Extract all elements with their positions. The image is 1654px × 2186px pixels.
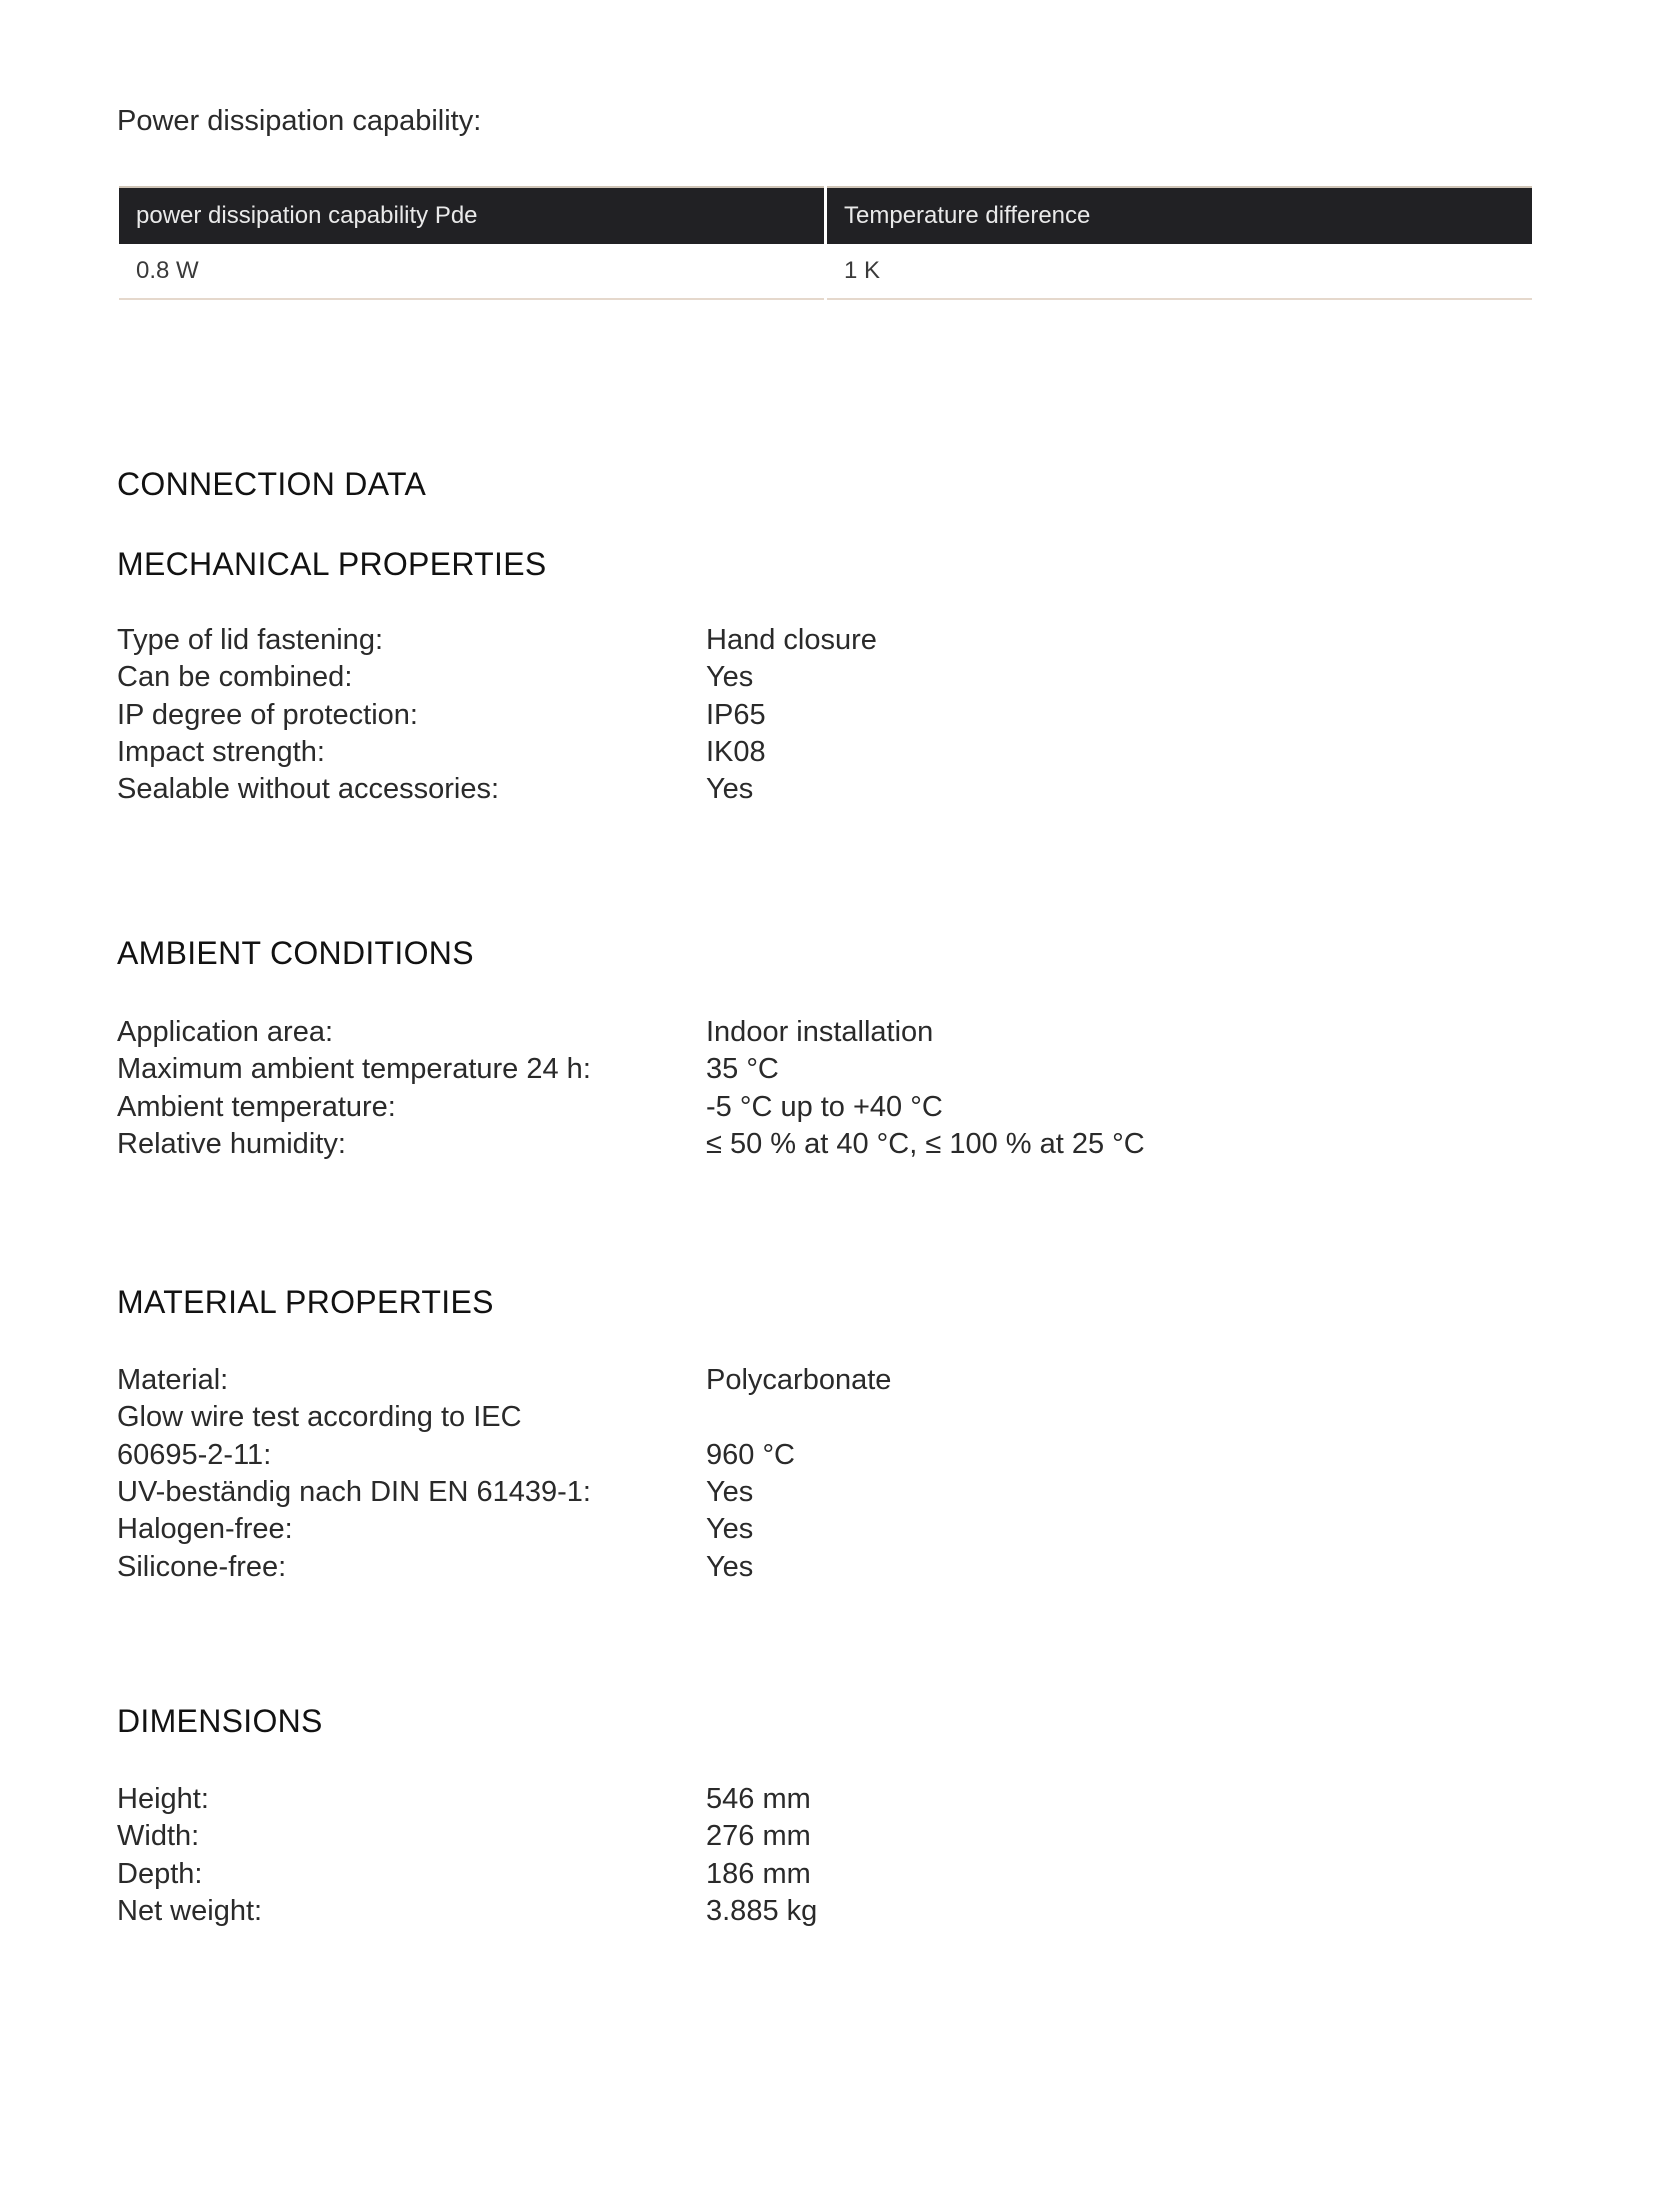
section-title-connection-data: CONNECTION DATA <box>117 466 427 502</box>
property-value: Indoor installation <box>706 1016 934 1049</box>
list-item <box>117 1818 1217 1855</box>
property-value: Yes <box>706 1513 754 1546</box>
power-dissipation-table <box>119 186 1532 300</box>
property-value: IK08 <box>706 736 766 769</box>
property-value: 960 °C <box>706 1438 795 1471</box>
property-label: Glow wire test according to IEC <box>117 1401 522 1434</box>
table-header-row <box>119 187 1532 244</box>
list-item <box>117 1051 1217 1088</box>
column-header: Temperature difference <box>826 187 1533 244</box>
property-label: UV-beständig nach DIN EN 61439-1: <box>117 1476 591 1509</box>
property-label: Type of lid fastening: <box>117 624 383 657</box>
property-label: Material: <box>117 1364 229 1397</box>
property-label: Application area: <box>117 1016 334 1049</box>
section-title-mechanical-properties: MECHANICAL PROPERTIES <box>117 546 547 582</box>
property-label: Impact strength: <box>117 736 325 769</box>
list-item <box>117 1548 1217 1585</box>
property-value: 546 mm <box>706 1783 811 1816</box>
section-title-ambient-conditions: AMBIENT CONDITIONS <box>117 935 474 971</box>
list-item <box>117 1399 1217 1436</box>
property-value: Yes <box>706 661 754 694</box>
list-item <box>117 1474 1217 1511</box>
property-label: Relative humidity: <box>117 1128 346 1161</box>
property-value: Yes <box>706 773 754 806</box>
list-item <box>117 1089 1217 1126</box>
table-row <box>119 244 1532 299</box>
mechanical-properties-list <box>117 622 1217 808</box>
property-label: Can be combined: <box>117 661 353 694</box>
list-item <box>117 771 1217 808</box>
property-label: Maximum ambient temperature 24 h: <box>117 1053 591 1086</box>
property-value: 35 °C <box>706 1053 779 1086</box>
property-value: 276 mm <box>706 1820 811 1853</box>
property-label: Halogen-free: <box>117 1513 293 1546</box>
property-value: Yes <box>706 1550 754 1583</box>
column-header: power dissipation capability Pde <box>119 187 826 244</box>
property-value: IP65 <box>706 698 766 731</box>
ambient-conditions-list <box>117 1014 1217 1163</box>
list-item <box>117 1856 1217 1893</box>
list-item <box>117 1437 1217 1474</box>
table-cell: 0.8 W <box>119 244 826 299</box>
list-item <box>117 659 1217 696</box>
list-item <box>117 622 1217 659</box>
property-label: Width: <box>117 1820 200 1853</box>
list-item <box>117 1781 1217 1818</box>
property-value: Hand closure <box>706 624 877 657</box>
property-label: Depth: <box>117 1857 203 1890</box>
property-label: Ambient temperature: <box>117 1090 396 1123</box>
list-item <box>117 734 1217 771</box>
section-title-dimensions: DIMENSIONS <box>117 1703 323 1739</box>
section-title-material-properties: MATERIAL PROPERTIES <box>117 1284 494 1320</box>
list-item <box>117 1014 1217 1051</box>
dimensions-list <box>117 1781 1217 1930</box>
list-item <box>117 697 1217 734</box>
property-label: IP degree of protection: <box>117 698 418 731</box>
power-dissipation-heading: Power dissipation capability: <box>117 105 482 137</box>
list-item <box>117 1126 1217 1163</box>
property-value: -5 °C up to +40 °C <box>706 1090 943 1123</box>
property-value: Yes <box>706 1476 754 1509</box>
property-value: Polycarbonate <box>706 1364 892 1397</box>
property-label: Net weight: <box>117 1895 263 1928</box>
property-value: ≤ 50 % at 40 °C, ≤ 100 % at 25 °C <box>706 1128 1145 1161</box>
property-label: Sealable without accessories: <box>117 773 500 806</box>
property-label: Height: <box>117 1783 209 1816</box>
property-label: 60695-2-11: <box>117 1438 272 1471</box>
list-item <box>117 1893 1217 1930</box>
property-value: 3.885 kg <box>706 1895 818 1928</box>
property-value: 186 mm <box>706 1857 811 1890</box>
list-item <box>117 1362 1217 1399</box>
material-properties-list <box>117 1362 1217 1586</box>
property-label: Silicone-free: <box>117 1550 287 1583</box>
table-cell: 1 K <box>826 244 1533 299</box>
list-item <box>117 1511 1217 1548</box>
